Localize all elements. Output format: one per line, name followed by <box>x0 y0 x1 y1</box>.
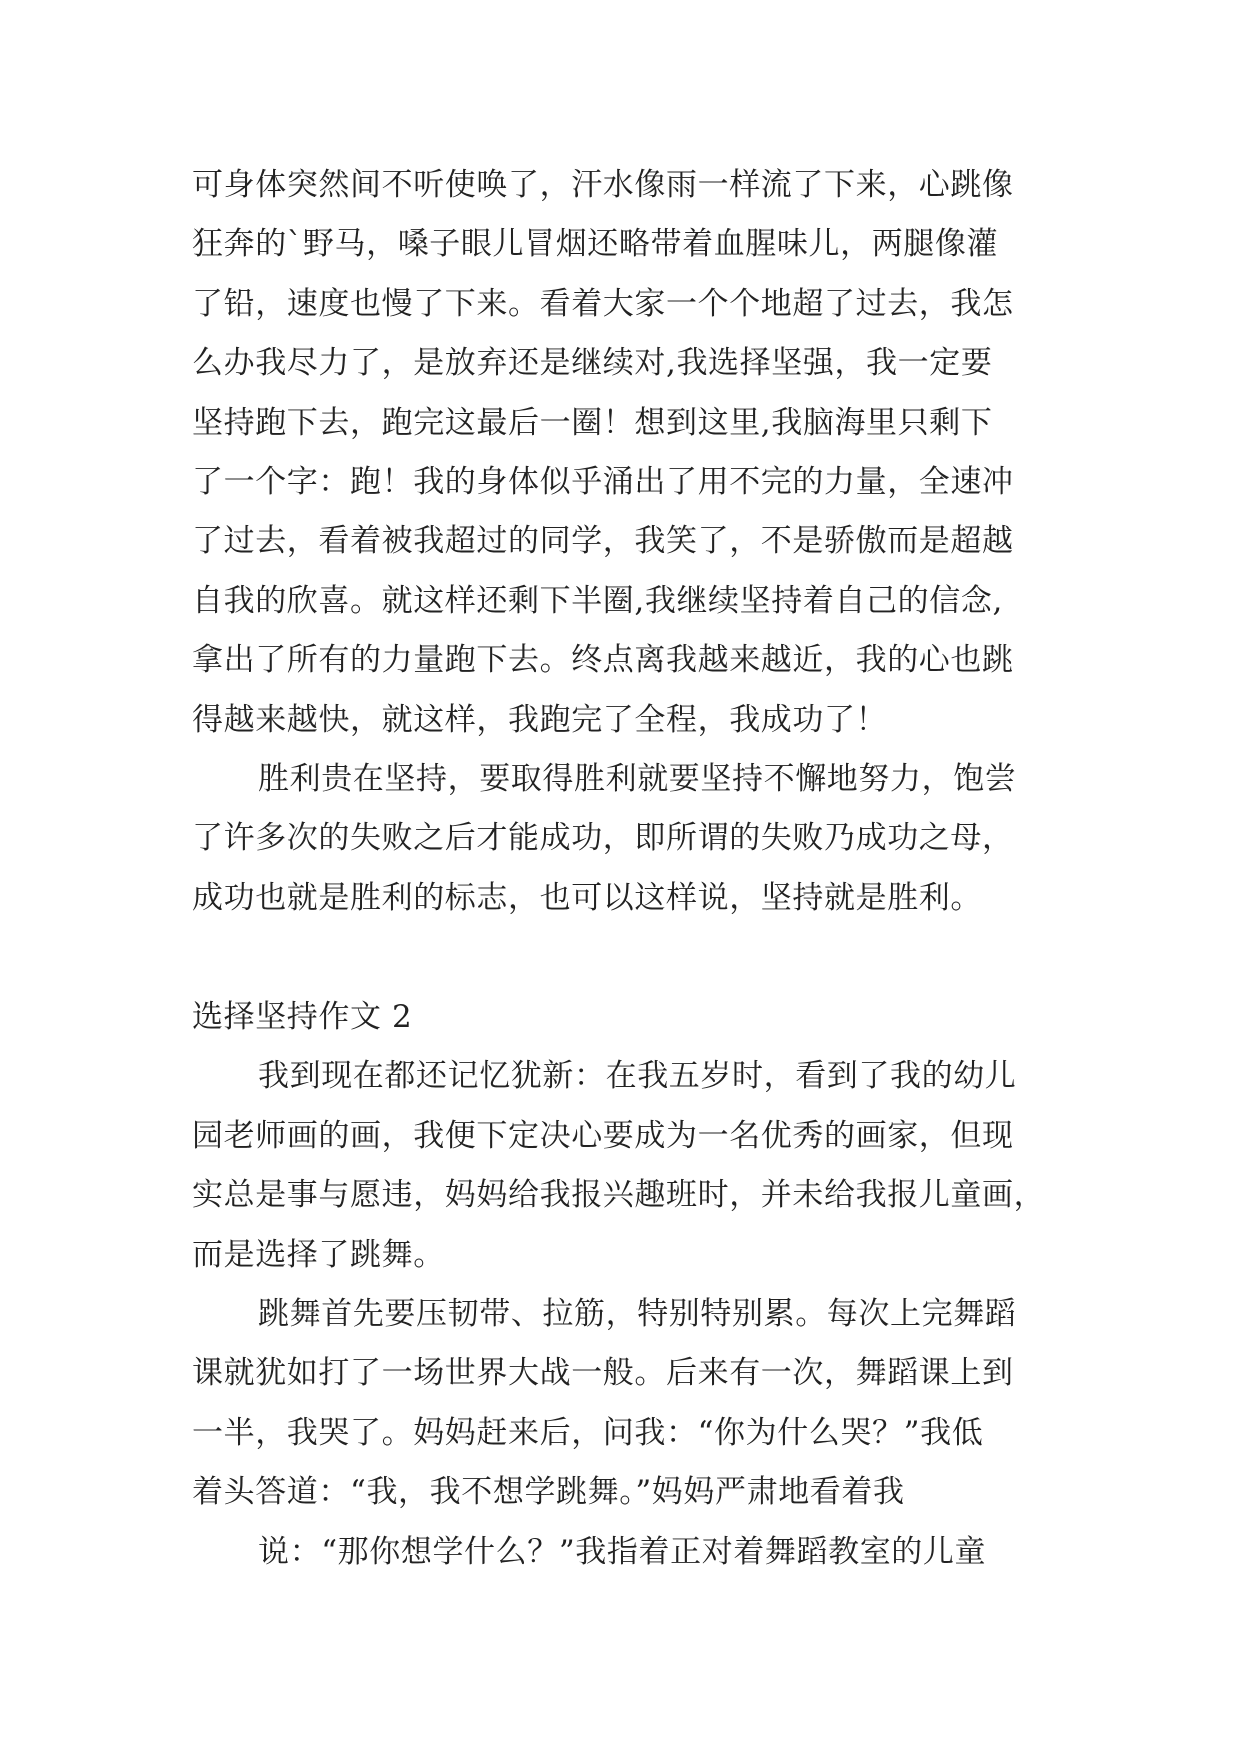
text-line: 了一个字：跑！我的身体似乎涌出了用不完的力量，全速冲 <box>192 463 1014 500</box>
text-line: 实总是事与愿违，妈妈给我报兴趣班时，并未给我报儿童画， <box>192 1177 1046 1214</box>
paragraph-conclusion <box>192 750 1067 928</box>
text-line: 坚持跑下去，跑完这最后一圈！想到这里,我脑海里只剩下 <box>192 404 993 441</box>
text-line: 着头答道：“我，我不想学跳舞。”妈妈严肃地看着我 <box>192 1474 905 1511</box>
text-line: 狂奔的`野马，嗓子眼儿冒烟还略带着血腥味儿，两腿像灌 <box>192 226 999 263</box>
paragraph-dialogue <box>192 1523 1067 1582</box>
text-line: 拿出了所有的力量跑下去。终点离我越来越近，我的心也跳 <box>192 642 1014 679</box>
text-line: 了铅，速度也慢了下来。看着大家一个个地超了过去，我怎 <box>192 285 1014 322</box>
text-line: 跳舞首先要压韧带、拉筋，特别特别累。每次上完舞蹈 <box>258 1296 1017 1333</box>
text-line: 可身体突然间不听使唤了，汗水像雨一样流了下来，心跳像 <box>192 167 1014 203</box>
text-line: 得越来越快，就这样，我跑完了全程，我成功了！ <box>192 701 888 738</box>
paragraph-running <box>192 156 1067 750</box>
paragraph-intro <box>192 1047 1067 1285</box>
paragraph-dance <box>192 1285 1067 1523</box>
text-line: 自我的欣喜。就这样还剩下半圈,我继续坚持着自己的信念, <box>192 582 1003 619</box>
section-heading: 选择坚持作文 2 <box>192 999 413 1036</box>
text-line: 我到现在都还记忆犹新：在我五岁时，看到了我的幼儿 <box>258 1058 1017 1095</box>
section-gap <box>192 928 1067 988</box>
text-line: 了过去，看着被我超过的同学，我笑了，不是骄傲而是超越 <box>192 523 1014 560</box>
text-line: 了许多次的失败之后才能成功，即所谓的失败乃成功之母， <box>192 820 1014 857</box>
document-body <box>192 156 1067 1582</box>
text-line: 一半，我哭了。妈妈赶来后，问我：“你为什么哭？”我低 <box>192 1414 984 1451</box>
text-line: 而是选择了跳舞。 <box>192 1236 445 1273</box>
text-line: 说：“那你想学什么？”我指着正对着舞蹈教室的儿童 <box>258 1533 987 1570</box>
text-line: 胜利贵在坚持，要取得胜利就要坚持不懈地努力，饱尝 <box>258 760 1017 797</box>
text-line: 成功也就是胜利的标志，也可以这样说，坚持就是胜利。 <box>192 879 982 916</box>
text-line: 园老师画的画，我便下定决心要成为一名优秀的画家，但现 <box>192 1117 1014 1154</box>
text-line: 么办我尽力了，是放弃还是继续对,我选择坚强，我一定要 <box>192 345 993 382</box>
text-line: 课就犹如打了一场世界大战一般。后来有一次，舞蹈课上到 <box>192 1355 1014 1392</box>
